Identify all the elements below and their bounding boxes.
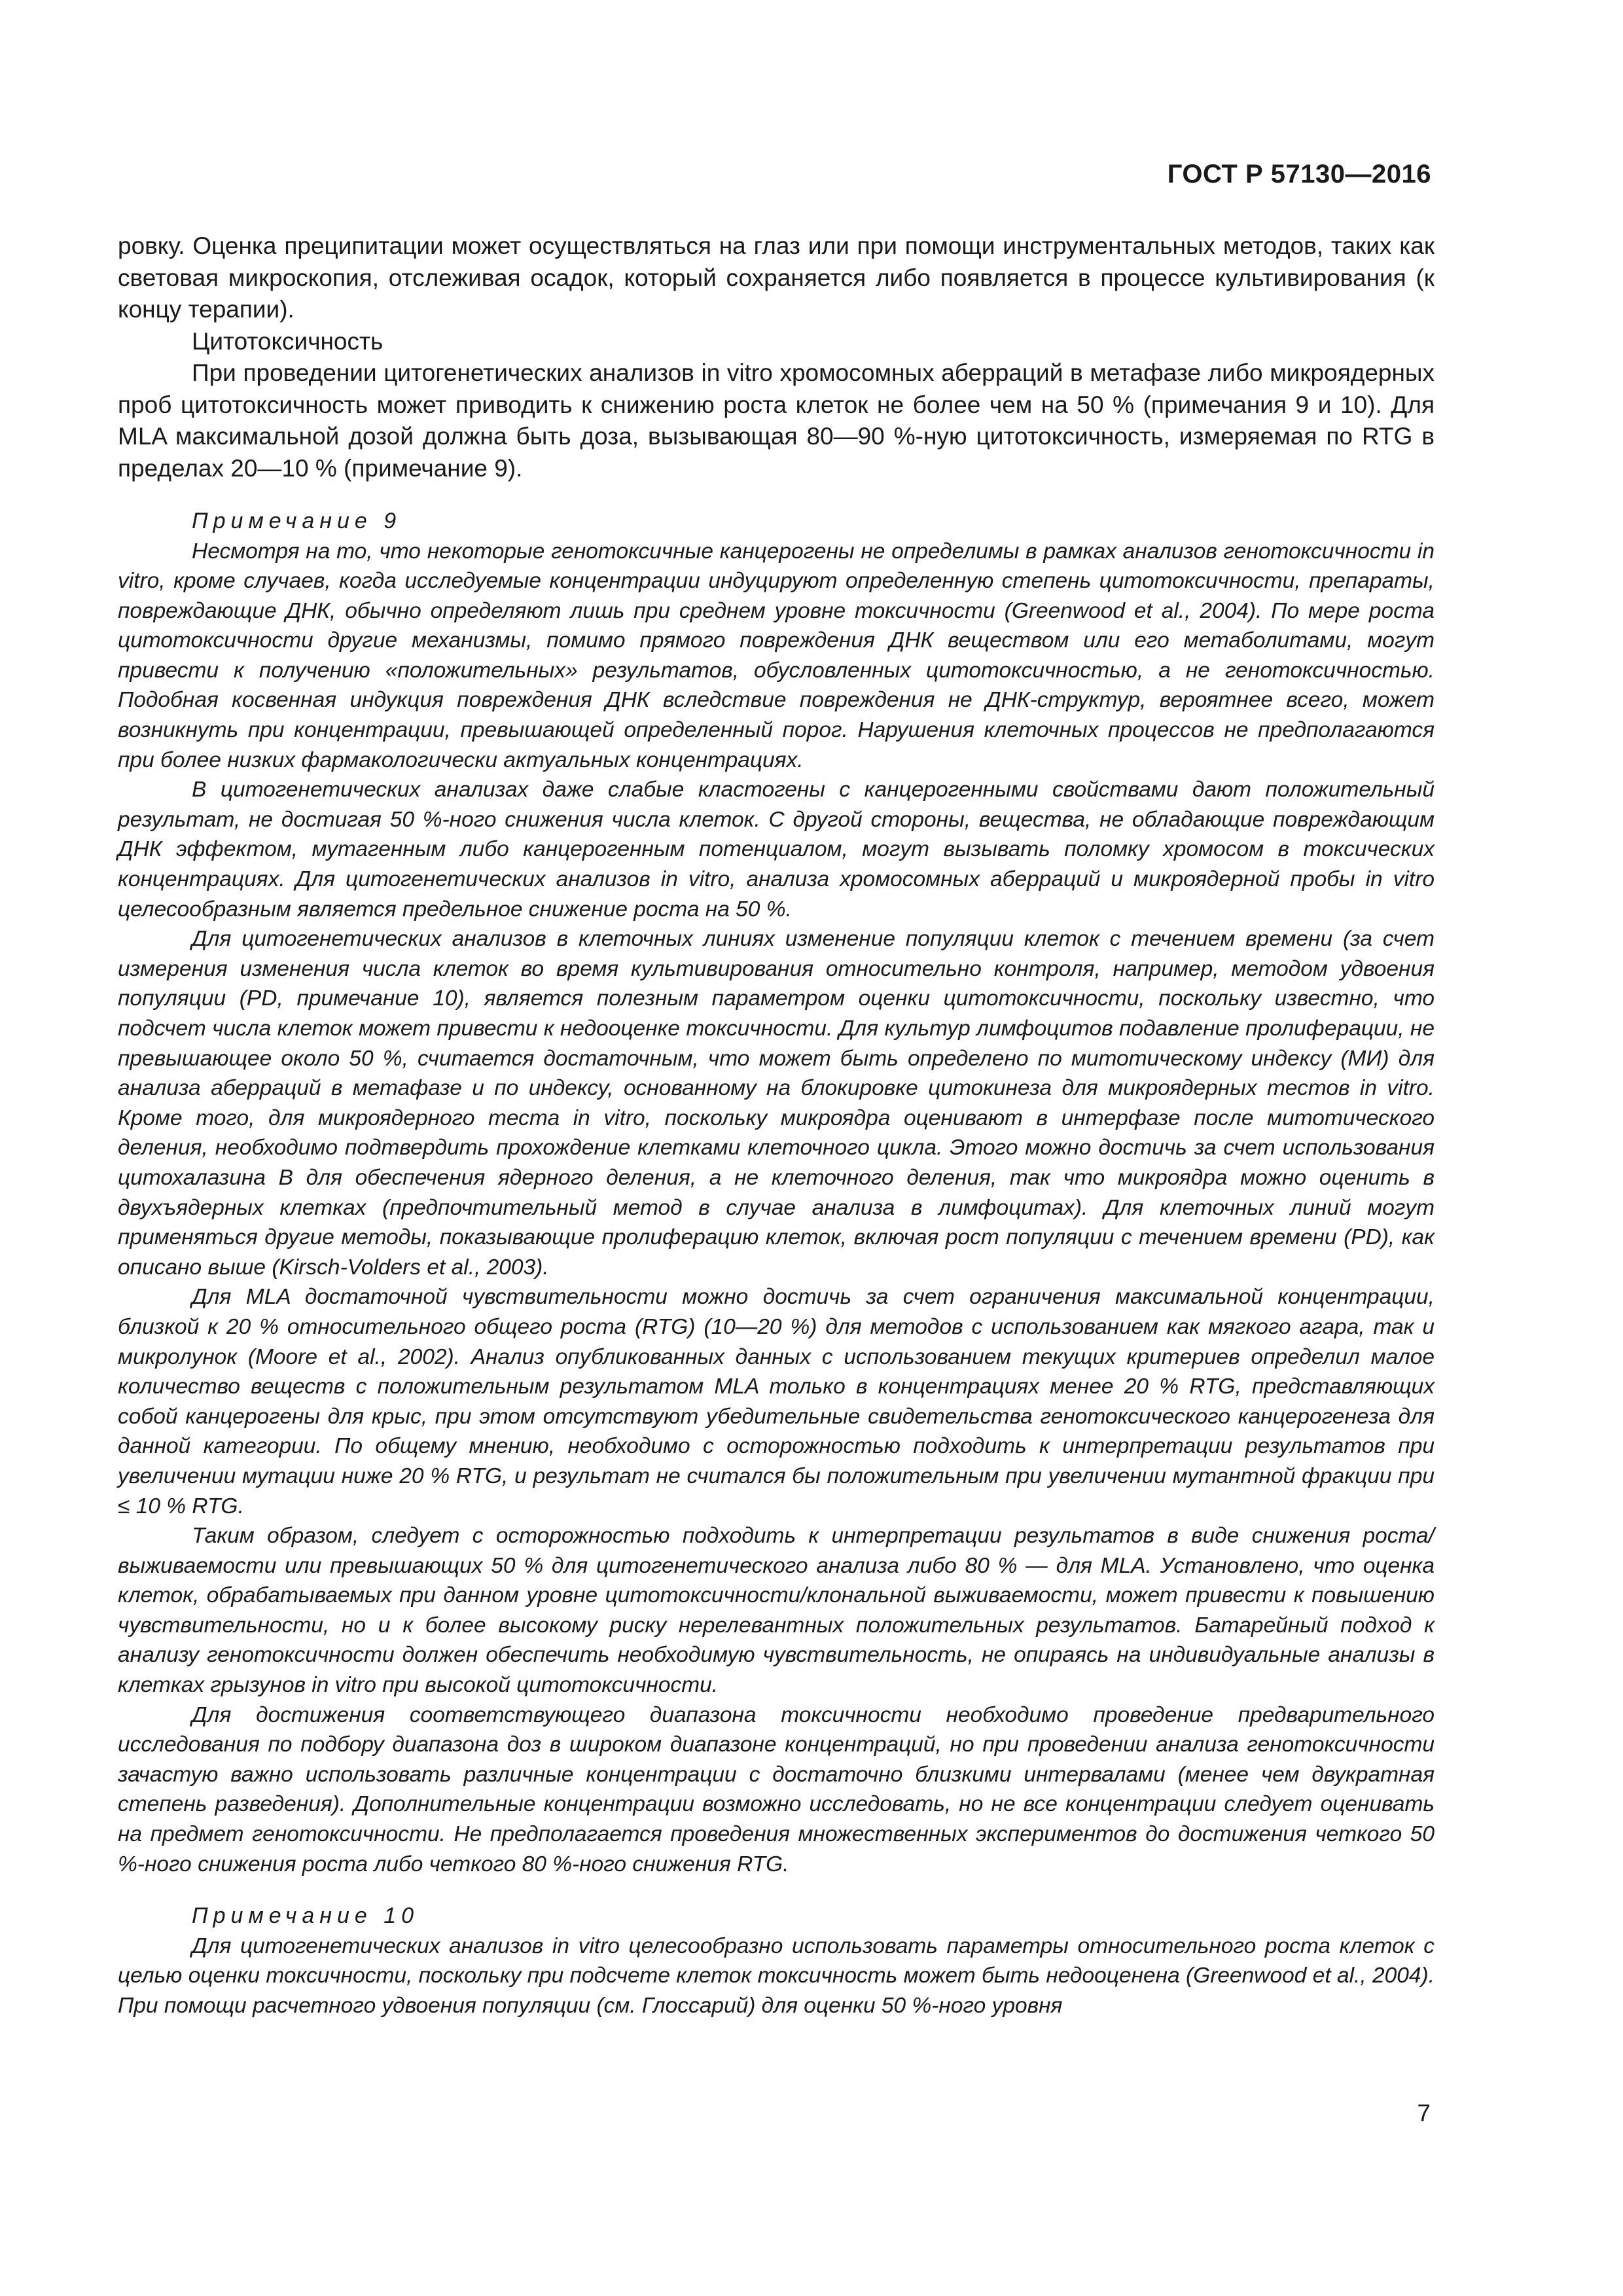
note-9-paragraph: Таким образом, следует с осторожностью подходить к интерпретации результатов в виде снижения роста/выживаемости или превышающих 50 % для цитогенетического анализа либо 80 % — для MLA. Установлено, что оценка клеток, обрабатываемых при данном уровне цитотоксичности/клональной выживаемости, может привести к повышению чувствительности, но и к более высокому риску нерелевантных положительных результатов. Батарейный подход к анализу генотоксичности должен обеспечить необходимую чувствительность, не опираясь на индивидуальные анализы в клетках грызунов in vitro при высокой цитотоксичности. (118, 1524, 1435, 1698)
note-9-paragraph: Для MLA достаточной чувствительности можно достичь за счет ограничения максимальной концентрации, близкой к 20 % относительного общего роста (RTG) (10—20 %) для методов с использованием как мягкого агара, так и микролунок (Moore et al., 2002). Анализ опубликованных данных с использованием текущих критериев определил малое количество веществ с положительным результатом MLA только в концентрациях менее 20 % RTG, представляющих собой канцерогены для крыс, при этом отсутствуют убедительные свидетельства генотоксического канцерогенеза для данной категории. По общему мнению, необходимо с осторожностью подходить к интерпретации результатов при увеличении мутации ниже 20 % RTG, и результат не считался бы положительным при увеличении мутантной фракции при ≤ 10 % RTG. (118, 1285, 1435, 1518)
section-heading-cytotoxicity: Цитотоксичность (192, 327, 383, 355)
note-9-paragraph: В цитогенетических анализах даже слабые кластогены с канцерогенными свойствами дают положительный результат, не достигая 50 %-ного снижения числа клеток. С другой стороны, вещества, не обладающие повреждающим ДНК эффектом, мутагенным либо канцерогенным потенциалом, могут вызывать поломку хромосом в токсических концентрациях. Для цитогенетических анализов in vitro, анализа хромосомных аберраций и микроядерной пробы in vitro целесообразным является предельное снижение роста на 50 %. (118, 778, 1435, 922)
document-header: ГОСТ Р 57130—2016 (1167, 160, 1431, 188)
page-number: 7 (1417, 2100, 1431, 2126)
note-9-paragraph: Несмотря на то, что некоторые генотоксичные канцерогены не определимы в рамках анализов генотоксичности in vitro, кроме случаев, когда исследуемые концентрации индуцируют определенную степень цитотоксичности, препараты, повреждающие ДНК, обычно определяют лишь при среднем уровне токсичности (Greenwood et al., 2004). По мере роста цитотоксичности другие механизмы, помимо прямого повреждения ДНК веществом или его метаболитами, могут привести к получению «положительных» результатов, обусловленных цитотоксичностью, а не генотоксичностью. Подобная косвенная индукция повреждения ДНК вследствие повреждения не ДНК-структур, вероятнее всего, может возникнуть при концентрации, превышающей определенный порог. Нарушения клеточных процессов не предполагаются при более низких фармакологически актуальных концентрациях. (118, 539, 1435, 772)
document-body (118, 230, 1435, 2021)
note-9-paragraph: Для достижения соответствующего диапазона токсичности необходимо проведение предварительного исследования по подбору диапазона доз в широком диапазоне концентраций, но при проведении анализа генотоксичности зачастую важно использовать различные концентрации с достаточно близкими интервалами (менее чем двукратная степень разведения). Дополнительные концентрации возможно исследовать, но не все концентрации следует оценивать на предмет генотоксичности. Не предполагается проведения множественных экспериментов до достижения четкого 50 %-ного снижения роста либо четкого 80 %-ного снижения RTG. (118, 1702, 1435, 1876)
note-9-label: Примечание 9 (192, 509, 402, 533)
paragraph-precipitation: ровку. Оценка преципитации может осуществляться на глаз или при помощи инструментальных методов, таких как световая микроскопия, отслеживая осадок, который сохраняется либо появляется в процессе культивирования (к концу терапии). (118, 232, 1435, 323)
note-10-paragraph: Для цитогенетических анализов in vitro целесообразно использовать параметры относительного роста клеток с целью оценки токсичности, поскольку при подсчете клеток токсичность может быть недооценена (Greenwood et al., 2004). При помощи расчетного удвоения популяции (см. Глоссарий) для оценки 50 %-ного уровня (118, 1933, 1435, 2018)
note-10-label: Примечание 10 (192, 1903, 419, 1929)
paragraph-cytotoxicity: При проведении цитогенетических анализов in vitro хромосомных аберраций в метафазе либо микроядерных проб цитотоксичность может приводить к снижению роста клеток не более чем на 50 % (примечания 9 и 10). Для MLA максимальной дозой должна быть доза, вызывающая 80—90 %-ную цитотоксичность, измеряемая по RTG в пределах 20—10 % (примечание 9). (118, 359, 1435, 482)
note-9-paragraph: Для цитогенетических анализов в клеточных линиях изменение популяции клеток с течением времени (за счет измерения изменения числа клеток во время культивирования относительно контроля, например, методом удвоения популяции (PD, примечание 10), является полезным параметром оценки цитотоксичности, поскольку известно, что подсчет числа клеток может привести к недооценке токсичности. Для культур лимфоцитов подавление пролиферации, не превышающее около 50 %, считается достаточным, что может быть определено по митотическому индексу (МИ) для анализа аберраций в метафазе и по индексу, основанному на блокировке цитокинеза для микроядерных тестов in vitro. Кроме того, для микроядерного теста in vitro, поскольку микроядра оценивают в интерфазе после митотического деления, необходимо подтвердить прохождение клетками клеточного цикла. Этого можно достичь за счет использования цитохалазина В для обеспечения ядерного деления, а не клеточного деления, так что микроядра можно оценить в двухъядерных клетках (предпочтительный метод в случае анализа в лимфоцитах). Для клеточных линий могут применяться другие методы, показывающие пролиферацию клеток, включая рост популяции с течением времени (PD), как описано выше (Kirsch-Volders et al., 2003). (118, 927, 1435, 1280)
